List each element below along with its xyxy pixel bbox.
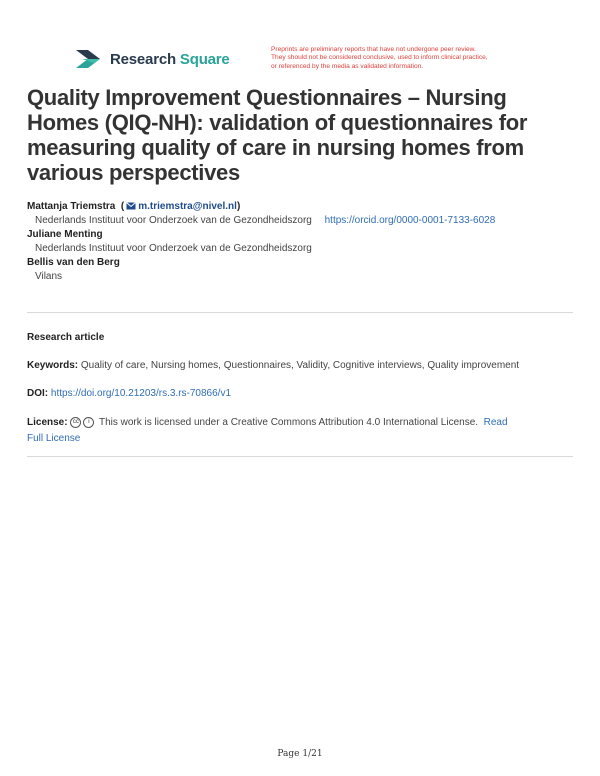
license-text: This work is licensed under a Creative Commons Attribution 4.0 International License. [98, 417, 479, 428]
keywords-section [27, 358, 575, 374]
author-name: Bellis van den Berg [27, 257, 120, 268]
affiliation-text: Nederlands Instituut voor Onderzoek van de Gezondheidszorg [35, 215, 312, 226]
author-affiliation [27, 214, 587, 228]
logo-word-square: Square [179, 50, 230, 68]
cc-icon: cc [70, 417, 81, 428]
logo-text [110, 51, 230, 68]
author-email-link[interactable]: m.triemstra@nivel.nl [138, 201, 237, 212]
author-name-text: Mattanja Triemstra [27, 201, 116, 212]
author-name: Mattanja Triemstra ( m.triemstra@nivel.nl) [27, 201, 241, 212]
divider [27, 312, 573, 313]
paper-title: Quality Improvement Questionnaires – Nursing Homes (QIQ-NH): validation of questionnaires for measuring quality of care in nursing homes from various perspectives [27, 85, 528, 185]
license-label: License: [27, 417, 68, 428]
by-icon: i [83, 417, 94, 428]
author-name: Juliane Menting [27, 229, 103, 240]
license-link-word: Read [483, 417, 508, 428]
license-link-words: Full License [27, 433, 81, 444]
disclaimer-line: or referenced by the media as validated information. [271, 62, 424, 70]
author-affiliation: Nederlands Instituut voor Onderzoek van de Gezondheidszorg [35, 243, 312, 254]
keywords-label: Keywords: [27, 360, 79, 371]
author-affiliation: Vilans [35, 271, 63, 282]
article-type [27, 330, 575, 346]
license-section [27, 415, 575, 447]
research-square-logo[interactable] [74, 47, 230, 71]
orcid-link[interactable]: https://orcid.org/0000-0001-7133-6028 [324, 215, 496, 226]
preprint-disclaimer [271, 46, 571, 71]
page-header [74, 47, 554, 77]
envelope-icon [126, 202, 136, 210]
doi-section [27, 386, 575, 402]
disclaimer-line: Preprints are preliminary reports that have not undergone peer review. [271, 46, 476, 53]
logo-word-research: Research [110, 50, 176, 68]
divider [27, 456, 573, 457]
doi-link[interactable]: https://doi.org/10.21203/rs.3.rs-70866/v1 [50, 388, 232, 399]
author-list [27, 200, 587, 284]
article-type-text: Research article [27, 332, 105, 343]
research-square-logo-icon [74, 47, 104, 71]
keywords-text: Quality of care, Nursing homes, Questionnaires, Validity, Cognitive interviews, Quality improvement [80, 360, 520, 371]
page-number: Page 1/21 [277, 749, 323, 759]
disclaimer-line: They should not be considered conclusive, used to inform clinical practice, [271, 54, 488, 62]
doi-label: DOI: [27, 388, 49, 399]
